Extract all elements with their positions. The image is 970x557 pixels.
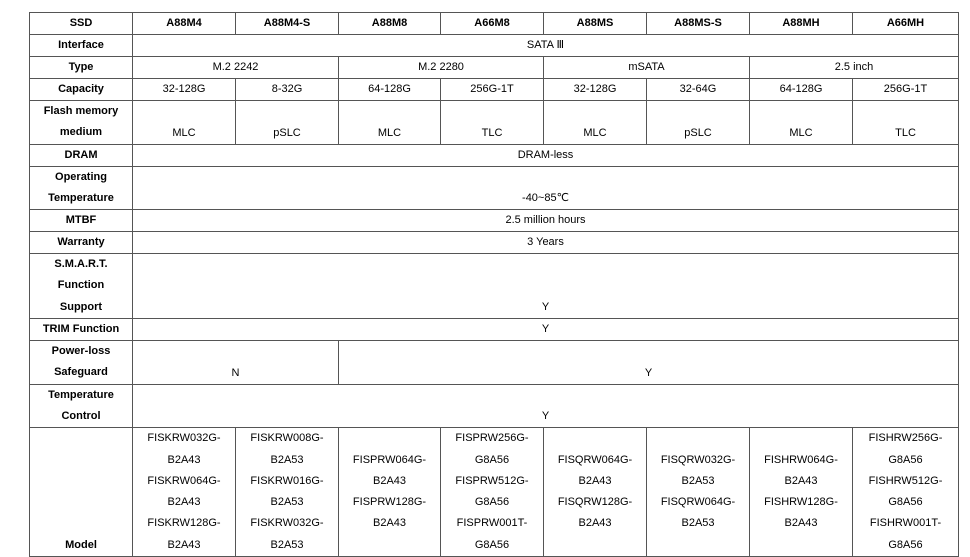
- header-cell: A88MH: [750, 13, 853, 35]
- trim-value: Y: [133, 319, 959, 341]
- capacity-row: [30, 79, 959, 101]
- powerloss-value: Y: [339, 341, 959, 385]
- dram-value: DRAM-less: [133, 144, 959, 166]
- interface-row: [30, 35, 959, 57]
- row-label: Interface: [30, 35, 133, 57]
- model-line: B2A43: [167, 453, 201, 466]
- warranty-value: 3 Years: [133, 232, 959, 254]
- row-label: [30, 384, 133, 428]
- model-line: G8A56: [888, 538, 923, 551]
- row-label-line: Control: [61, 409, 101, 422]
- row-label-line: Power-loss: [51, 345, 111, 358]
- row-label: MTBF: [30, 210, 133, 232]
- model-line: FISKRW032G-: [147, 432, 221, 445]
- model-cell: [647, 428, 750, 557]
- flash-value: MLC: [544, 101, 647, 145]
- model-cell: [544, 428, 647, 557]
- row-label-line: Support: [59, 300, 103, 313]
- model-line: FISKRW008G-: [250, 432, 324, 445]
- row-label: [30, 254, 133, 319]
- model-line: FISQRW064G-: [557, 453, 633, 466]
- header-cell: SSD: [30, 13, 133, 35]
- row-label: [30, 166, 133, 210]
- mtbf-row: [30, 210, 959, 232]
- flash-value: TLC: [441, 101, 544, 145]
- model-line: FISPRW001T-: [456, 517, 528, 530]
- model-line: FISHRW001T-: [869, 517, 942, 530]
- model-cell: [441, 428, 544, 557]
- interface-value: SATA Ⅲ: [133, 35, 959, 57]
- smart-row: [30, 254, 959, 319]
- flash-value: TLC: [853, 101, 959, 145]
- row-label-line: Temperature: [48, 191, 114, 204]
- model-line: B2A43: [167, 496, 201, 509]
- model-line: FISQRW032G-: [660, 453, 736, 466]
- row-label: DRAM: [30, 144, 133, 166]
- model-line: B2A43: [372, 517, 407, 530]
- model-line: B2A43: [578, 474, 612, 487]
- flash-value: MLC: [133, 101, 236, 145]
- mtbf-value: 2.5 million hours: [133, 210, 959, 232]
- model-cell: [750, 428, 853, 557]
- type-value: 2.5 inch: [750, 57, 959, 79]
- header-cell: A88M8: [339, 13, 441, 35]
- model-line: FISKRW064G-: [147, 474, 221, 487]
- model-cell: [339, 428, 441, 557]
- capacity-value: 32-64G: [647, 79, 750, 101]
- model-line: FISPRW064G-: [352, 453, 427, 466]
- model-line: G8A56: [888, 496, 923, 509]
- type-row: [30, 57, 959, 79]
- flash-value: pSLC: [236, 101, 339, 145]
- model-line: G8A56: [474, 496, 510, 509]
- tempcontrol-row: [30, 384, 959, 428]
- powerloss-row: [30, 341, 959, 385]
- temperature-value: -40~85℃: [133, 166, 959, 210]
- smart-value: Y: [133, 254, 959, 319]
- capacity-value: 256G-1T: [441, 79, 544, 101]
- model-line: FISPRW128G-: [352, 496, 427, 509]
- model-line: FISHRW128G-: [764, 496, 838, 509]
- model-line: G8A56: [888, 453, 923, 466]
- flash-value: MLC: [339, 101, 441, 145]
- row-label-line: Flash memory: [43, 105, 119, 117]
- model-line: FISPRW512G-: [455, 474, 529, 487]
- ssd-spec-table: [29, 12, 959, 557]
- flash-row: [30, 101, 959, 145]
- model-line: B2A43: [784, 517, 818, 530]
- header-cell: A88M4-S: [236, 13, 339, 35]
- model-line: FISQRW128G-: [557, 496, 633, 509]
- model-cell: [853, 428, 959, 557]
- type-value: mSATA: [544, 57, 750, 79]
- row-label: Type: [30, 57, 133, 79]
- row-label-line: Temperature: [48, 388, 114, 401]
- model-line: B2A43: [578, 517, 612, 530]
- model-line: B2A43: [784, 474, 818, 487]
- flash-value: pSLC: [647, 101, 750, 145]
- capacity-value: 32-128G: [133, 79, 236, 101]
- row-label-line: S.M.A.R.T. Function: [54, 258, 108, 292]
- header-row: [30, 13, 959, 35]
- capacity-value: 32-128G: [544, 79, 647, 101]
- header-cell: A66MH: [853, 13, 959, 35]
- row-label: [30, 101, 133, 145]
- row-label: Model: [30, 428, 133, 557]
- type-value: M.2 2242: [133, 57, 339, 79]
- tempcontrol-value: Y: [133, 384, 959, 428]
- model-line: FISQRW064G-: [660, 496, 736, 509]
- model-line: B2A53: [270, 453, 304, 466]
- capacity-value: 64-128G: [339, 79, 441, 101]
- header-cell: A88MS-S: [647, 13, 750, 35]
- model-cell: [133, 428, 236, 557]
- trim-row: [30, 319, 959, 341]
- dram-row: [30, 144, 959, 166]
- header-cell: A88MS: [544, 13, 647, 35]
- model-line: FISPRW256G-: [455, 432, 529, 445]
- row-label: Warranty: [30, 232, 133, 254]
- row-label: Capacity: [30, 79, 133, 101]
- model-line: B2A53: [681, 517, 715, 530]
- header-cell: A66M8: [441, 13, 544, 35]
- temperature-row: [30, 166, 959, 210]
- flash-value: MLC: [750, 101, 853, 145]
- model-line: FISHRW512G-: [868, 474, 943, 487]
- row-label-line: medium: [59, 126, 103, 139]
- powerloss-value: N: [133, 341, 339, 385]
- model-line: FISHRW256G-: [868, 432, 943, 445]
- model-cell: [236, 428, 339, 557]
- capacity-value: 8-32G: [236, 79, 339, 101]
- model-line: FISKRW128G-: [147, 517, 221, 530]
- capacity-value: 64-128G: [750, 79, 853, 101]
- type-value: M.2 2280: [339, 57, 544, 79]
- row-label: [30, 341, 133, 385]
- row-label-line: Operating: [55, 170, 107, 183]
- model-line: B2A53: [270, 496, 304, 509]
- model-line: B2A53: [270, 538, 304, 551]
- model-line: B2A43: [167, 538, 201, 551]
- row-label-line: Safeguard: [54, 366, 108, 379]
- row-label: TRIM Function: [30, 319, 133, 341]
- model-line: B2A53: [681, 474, 715, 487]
- capacity-value: 256G-1T: [853, 79, 959, 101]
- model-line: FISKRW016G-: [250, 474, 324, 487]
- model-line: FISKRW032G-: [250, 517, 324, 530]
- model-row: [30, 428, 959, 557]
- model-line: B2A43: [372, 474, 407, 487]
- model-line: G8A56: [474, 453, 510, 466]
- header-cell: A88M4: [133, 13, 236, 35]
- model-line: G8A56: [474, 538, 510, 551]
- model-line: FISHRW064G-: [764, 453, 838, 466]
- warranty-row: [30, 232, 959, 254]
